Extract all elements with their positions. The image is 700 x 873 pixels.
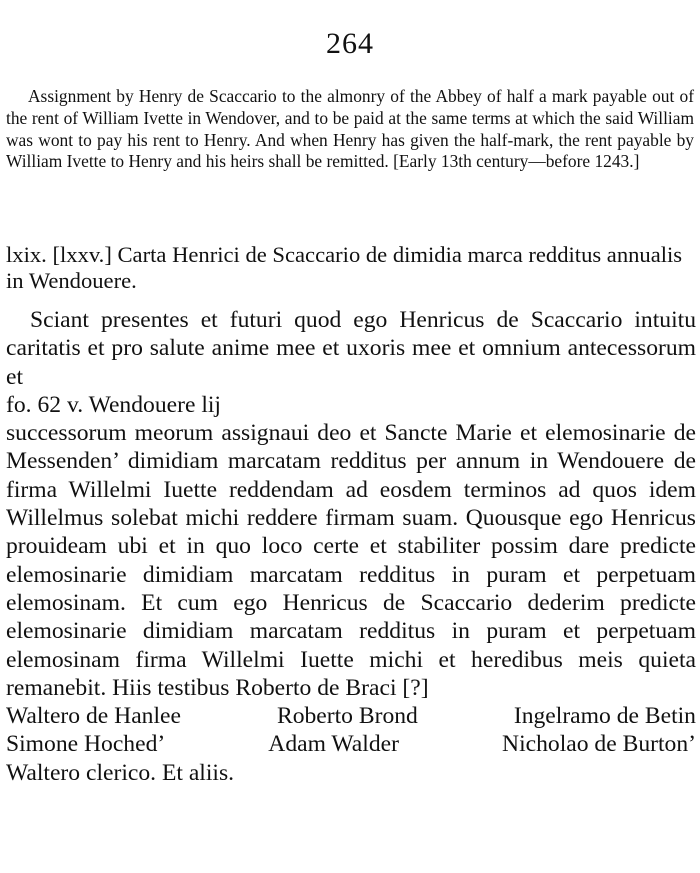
charter-continuation: successorum meorum assignaui deo et Sancte Marie et elemosinarie de Messenden’ dimidiam marcatam redditus per annum in Wendouere de firma Willelmi Iuette reddendam ad eosdem terminos ad quos idem Willelmus solebat michi reddere firmam suam. Quousque ego Henricus prouideam ubi et in quo loco certe et stabiliter possim dare predicte elemosinarie dimidiam marcatam redditus in puram et perpetuam elemosinam. Et cum ego Henricus de Scaccario dederim predicte elemosinarie dimidiam marcatam redditus in puram et perpetuam elemosinam firma Willelmi Iuette michi et heredibus meis quieta remanebit. Hiis testibus Roberto de Braci [?] bbox=[6, 420, 696, 701]
charter-opening: Sciant presentes et futuri quod ego Henricus de Scaccario intuitu caritatis et pro salute anime mee et uxoris mee et omnium antecessorum et bbox=[6, 307, 696, 390]
witness-name: Waltero de Hanlee bbox=[6, 703, 181, 730]
witness-name: Nicholao de Burton’ bbox=[502, 731, 696, 758]
witness-name: Ingelramo de Betin bbox=[513, 703, 696, 730]
charter-heading: lxix. [lxxv.] Carta Henrici de Scaccario de dimidia marca redditus annualis in Wendouere. bbox=[6, 242, 683, 293]
witness-row bbox=[6, 702, 696, 730]
witness-name: Adam Walder bbox=[268, 731, 399, 758]
charter-closing: Waltero clerico. Et aliis. bbox=[6, 759, 235, 786]
charter-text bbox=[6, 306, 696, 787]
page-number: 264 bbox=[326, 27, 374, 60]
charter-summary: Assignment by Henry de Scaccario to the almonry of the Abbey of half a mark payable out of the rent of William Ivette in Wendover, and to be paid at the same terms at which the said William was wont to pay his rent to Henry. And when Henry has given the half-mark, the rent payable by William Ivette to Henry and his heirs shall be remitted. [Early 13th century—before 1243.] bbox=[6, 86, 694, 172]
folio-note: fo. 62 v. Wendouere lij bbox=[6, 391, 221, 418]
witness-name: Simone Hoched’ bbox=[6, 731, 166, 758]
witness-name: Roberto Brond bbox=[276, 703, 418, 730]
witness-row bbox=[6, 730, 696, 758]
